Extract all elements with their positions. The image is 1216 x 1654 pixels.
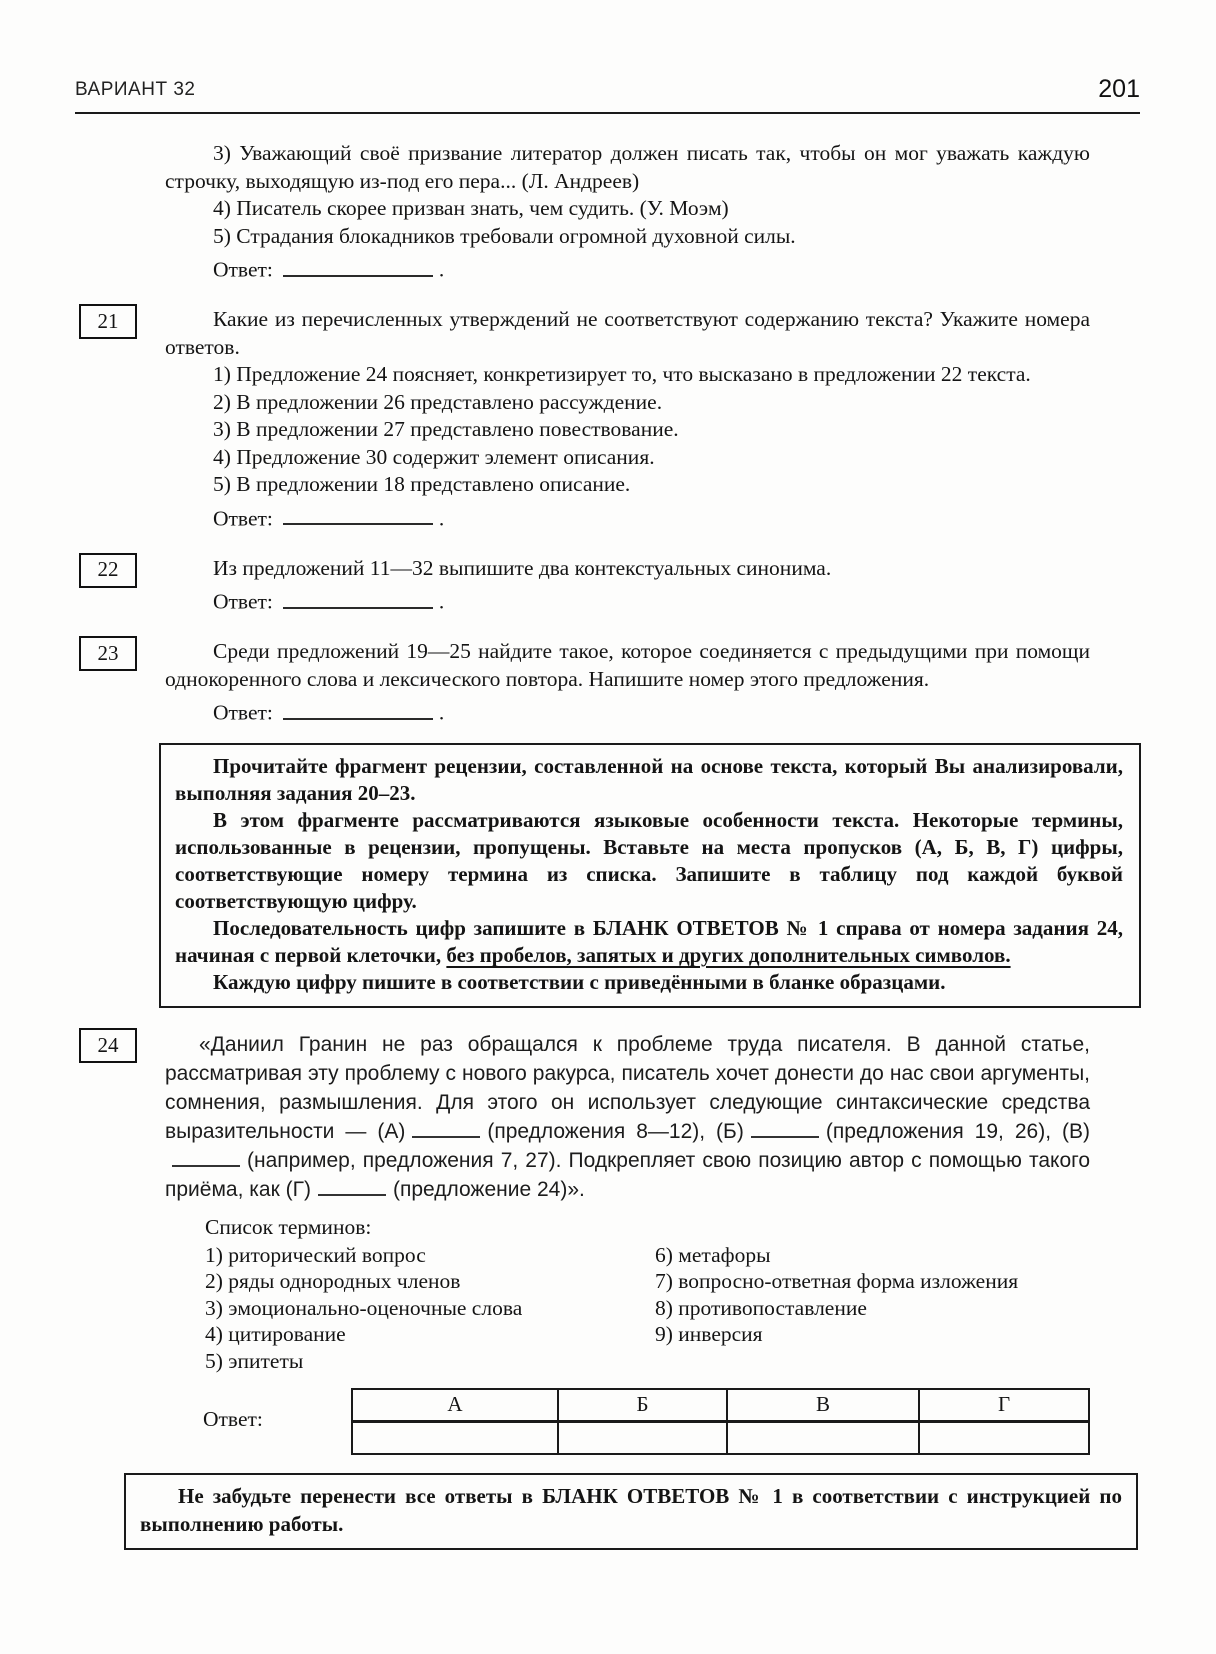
page-header	[75, 76, 1140, 114]
answer-table-cell-B	[558, 1421, 727, 1454]
blank-B	[751, 1117, 819, 1138]
task21-option-2: 2) В предложении 26 представлено рассуждение.	[213, 389, 663, 414]
answer-table-header-B: Б	[558, 1389, 727, 1421]
answer-table-cell-A	[352, 1421, 558, 1454]
task21-intro: Какие из перечисленных утверждений не соответствуют содержанию текста? Укажите номера ответов.	[165, 307, 1090, 359]
quote-segment-3: (предложения 19, 26), (В)	[825, 1120, 1090, 1143]
task21-option-1: 1) Предложение 24 поясняет, конкретизирует то, что высказано в предложении 22 текста.	[213, 362, 1031, 386]
terms-column-1	[205, 1242, 655, 1375]
task23-number: 23	[97, 640, 119, 665]
quote-segment-5: (предложение 24)».	[392, 1178, 585, 1201]
task21-number-box	[79, 304, 137, 339]
term-3: 3) эмоционально-оценочные слова	[205, 1295, 523, 1320]
answer-table-header-row	[352, 1389, 1089, 1421]
task24-number: 24	[97, 1032, 119, 1057]
task21-option-3: 3) В предложении 27 представлено повествование.	[213, 417, 679, 441]
answer-period: .	[438, 257, 445, 282]
task20-options	[165, 140, 1090, 284]
footer-reminder-text: Не забудьте перенести все ответы в БЛАНК ОТВЕТОВ № 1 в соответствии с инструкцией по выполнению работы.	[140, 1484, 1122, 1536]
terms-columns	[165, 1242, 1090, 1375]
task22-text: Из предложений 11—32 выпишите два контекстуальных синонима.	[213, 555, 832, 580]
instruction-paragraph-4: Каждую цифру пишите в соответствии с приведёнными в бланке образцами.	[213, 970, 946, 994]
answer-period: .	[438, 589, 445, 614]
instruction-paragraph-1: Прочитайте фрагмент рецензии, составленной на основе текста, который Вы анализировали, выполняя задания 20–23.	[175, 754, 1123, 805]
answer-label: Ответ:	[213, 700, 273, 725]
answer-label: Ответ:	[213, 506, 273, 530]
terms-column-2	[655, 1242, 1090, 1375]
footer-reminder-box	[124, 1473, 1138, 1550]
term-8: 8) противопоставление	[655, 1295, 867, 1320]
task22-number: 22	[97, 557, 119, 582]
term-9: 9) инверсия	[655, 1322, 763, 1346]
term-4: 4) цитирование	[205, 1322, 346, 1346]
task24-review-fragment	[165, 1030, 1090, 1204]
quote-segment-4: (например, предложения 7, 27). Подкрепляет свою позицию автор с помощью такого приёма, как (Г)	[165, 1149, 1090, 1201]
task20-option-5: 5) Страдания блокадников требовали огромной духовной силы.	[213, 223, 796, 248]
task23-number-box	[79, 636, 137, 671]
task-23	[97, 638, 1090, 727]
variant-label: ВАРИАНТ 32	[75, 79, 196, 100]
task21-option-5: 5) В предложении 18 представлено описание.	[213, 472, 631, 496]
answer-table-header-G: Г	[919, 1389, 1089, 1421]
task-24	[97, 1030, 1090, 1455]
task20-answer-blank-line	[283, 255, 433, 277]
page-number: 201	[1098, 75, 1140, 103]
answer-table-header-V: В	[727, 1389, 919, 1421]
blank-G	[318, 1175, 386, 1196]
task-22	[97, 555, 1090, 617]
blank-V	[172, 1146, 240, 1167]
instruction-paragraph-3	[175, 915, 1123, 969]
task21-answer-row	[165, 504, 1090, 533]
task20-answer-row	[165, 255, 1090, 284]
term-7: 7) вопросно-ответная форма изложения	[655, 1269, 1019, 1293]
quote-segment-2: (предложения 8—12), (Б)	[487, 1120, 744, 1143]
task24-number-box	[79, 1028, 137, 1063]
main-column	[97, 140, 1123, 1550]
instruction-paragraph-3-underlined: без пробелов, запятых и других дополнительных символов.	[446, 943, 1011, 967]
answer-table-value-row	[352, 1421, 1089, 1454]
task23-text: Среди предложений 19—25 найдите такое, которое соединяется с предыдущими при помощи однокоренного слова и лексического повтора. Напишите номер этого предложения.	[165, 639, 1090, 691]
answer-table-header-A: А	[352, 1389, 558, 1421]
task20-option-3: 3) Уважающий своё призвание литератор должен писать так, чтобы он мог уважать каждую строчку, выходящую из-под его пера... (Л. Андреев)	[165, 141, 1090, 193]
terms-list	[165, 1214, 1090, 1374]
term-5: 5) эпитеты	[205, 1348, 304, 1373]
terms-title: Список терминов:	[205, 1215, 372, 1239]
task-21	[97, 306, 1090, 533]
answer-label: Ответ:	[213, 257, 273, 282]
answer-table-cell-G	[919, 1421, 1089, 1454]
blank-A	[412, 1117, 480, 1138]
answer-table-cell-V	[727, 1421, 919, 1454]
answer-period: .	[438, 506, 445, 530]
answer-label: Ответ:	[213, 589, 273, 614]
task21-option-4: 4) Предложение 30 содержит элемент описания.	[213, 444, 655, 469]
term-6: 6) метафоры	[655, 1242, 771, 1267]
task21-answer-blank-line	[283, 504, 433, 526]
task23-answer-row	[165, 698, 1090, 727]
term-1: 1) риторический вопрос	[205, 1242, 426, 1267]
instruction-paragraph-3-start: Последовательность цифр запишите в БЛАНК ОТВЕТОВ № 1 справа от номера задания 24, начиная с первой клеточки,	[175, 916, 1123, 967]
answer-period: .	[438, 700, 445, 725]
task22-answer-blank-line	[283, 587, 433, 609]
task21-number: 21	[97, 308, 119, 333]
task24-answer-table	[351, 1388, 1090, 1455]
task24-answer-area	[165, 1388, 1090, 1455]
quote-segment-1: «Даниил Гранин не раз обращался к проблеме труда писателя. В данной статье, рассматривая эту проблему с нового ракурса, писатель хочет донести до нас свои аргументы, сомнения, размышления. Для этого он использует следующие синтаксические средства выразительности — (А)	[165, 1033, 1090, 1143]
task23-answer-blank-line	[283, 698, 433, 720]
task22-number-box	[79, 553, 137, 588]
task20-option-4: 4) Писатель скорее призван знать, чем судить. (У. Моэм)	[213, 196, 729, 220]
answer-label: Ответ:	[203, 1407, 263, 1431]
term-2: 2) ряды однородных членов	[205, 1269, 461, 1293]
instruction-paragraph-2: В этом фрагменте рассматриваются языковые особенности текста. Некоторые термины, использованные в рецензии, пропущены. Вставьте на места пропусков (А, Б, В, Г) цифры, соответствующие номеру термина из списка. Запишите в таблицу под каждой буквой соответствующую цифру.	[175, 808, 1123, 913]
task22-answer-row	[165, 587, 1090, 616]
task24-instruction-box	[159, 743, 1141, 1008]
